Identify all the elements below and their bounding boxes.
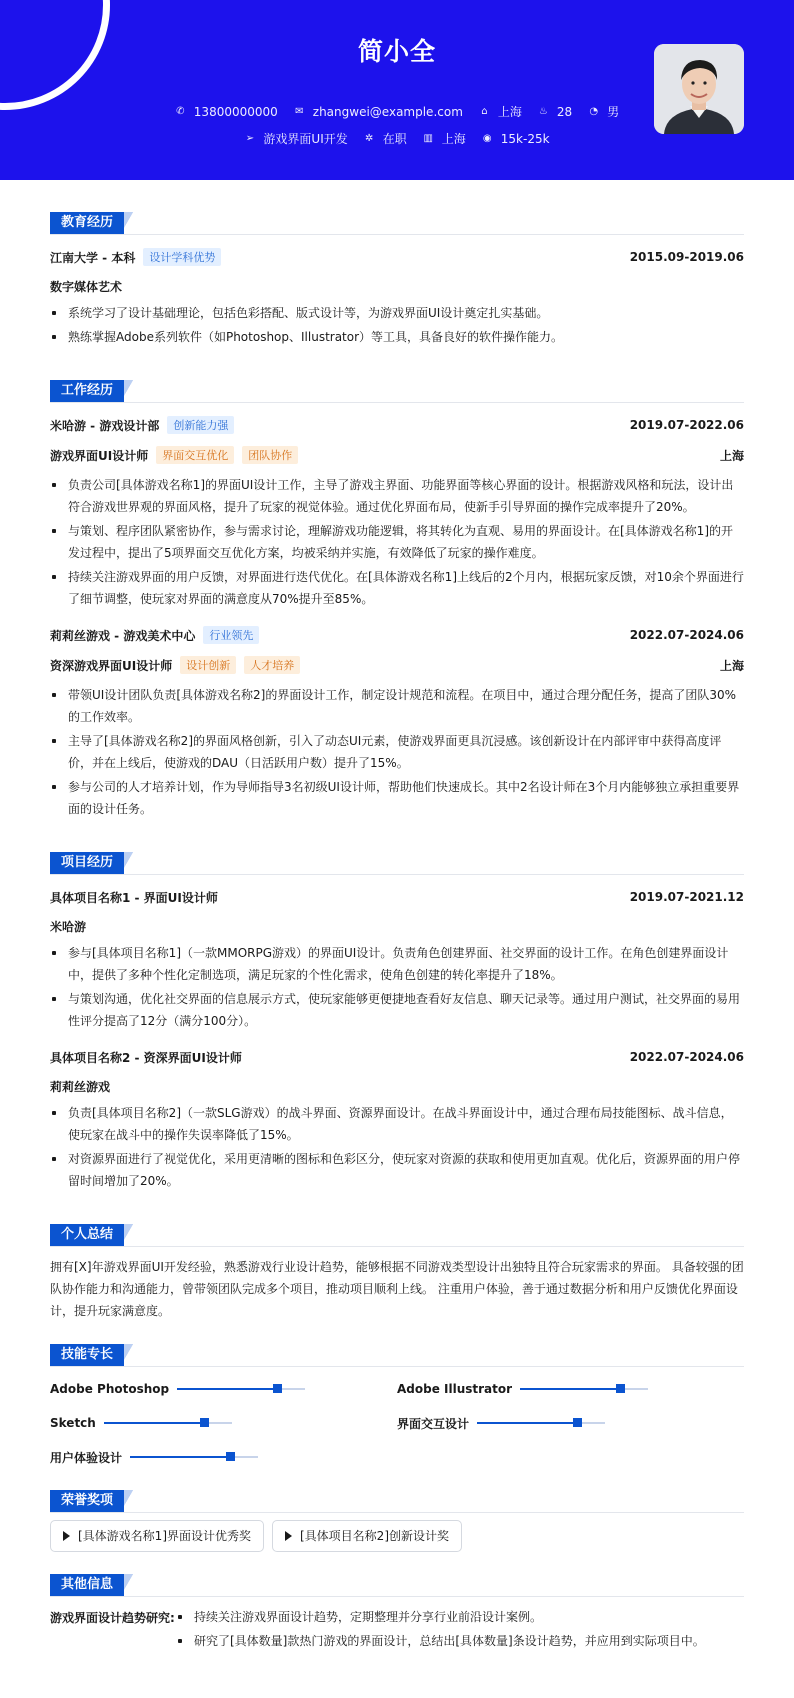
work-date: 2019.07-2022.06 xyxy=(629,418,744,432)
skill-name: Adobe Photoshop xyxy=(50,1382,170,1396)
list-item: 与策划、程序团队紧密协作，参与需求讨论，理解游戏功能逻辑，将其转化为直观、易用的界面设计。在[具体游戏名称1]的开发过程中，提出了5项界面交互优化方案，均被采纳并实施，有效降低了玩家的操作难度。 xyxy=(50,520,744,564)
skill-name: 界面交互设计 xyxy=(397,1416,470,1431)
skill-bar xyxy=(130,1456,258,1458)
role: 资深游戏界面UI设计师 xyxy=(50,658,173,673)
skill-name: 用户体验设计 xyxy=(50,1450,123,1465)
skill-item xyxy=(397,1406,744,1440)
mail-icon: ✉ xyxy=(295,106,304,117)
list-item: 参与公司的人才培养计划，作为导师指导3名初级UI设计师，帮助他们快速成长。其中2名设计师在3个月内能够独立承担重要界面的设计任务。 xyxy=(50,776,744,820)
education-header xyxy=(50,242,744,272)
company: 米哈游 - 游戏设计部 xyxy=(50,418,160,433)
section-skills xyxy=(50,1328,744,1362)
list-item: 主导了[具体游戏名称2]的界面风格创新，引入了动态UI元素，使游戏界面更具沉浸感。该创新设计在内部评审中获得高度评价，并在上线后，使游戏的DAU（日活跃用户数）提升了15%。 xyxy=(50,730,744,774)
role: 游戏界面UI设计师 xyxy=(50,448,149,463)
award-label: [具体游戏名称1]界面设计优秀奖 xyxy=(78,1529,251,1543)
award-label: [具体项目名称2]创新设计奖 xyxy=(300,1529,449,1543)
role-tag: 界面交互优化 xyxy=(156,446,234,464)
send-icon: ➢ xyxy=(245,133,255,144)
phone-icon: ✆ xyxy=(176,106,185,117)
role-tag: 人才培养 xyxy=(244,656,300,674)
salary: 15k-25k xyxy=(500,131,550,146)
section-title: 项目经历 xyxy=(50,852,124,874)
work-entry xyxy=(50,410,744,610)
status-icon: ✲ xyxy=(365,133,374,144)
header xyxy=(0,0,794,180)
phone: 13800000000 xyxy=(193,104,278,119)
building-icon: ▥ xyxy=(423,133,433,144)
awards-list xyxy=(50,1520,744,1552)
list-item: 参与[具体项目名称1]（一款MMORPG游戏）的界面UI设计。负责角色创建界面、社交界面的设计工作。在角色创建界面设计中，提供了多种个性化定制选项，满足玩家的个性化需求，使角色创建的转化率提升了18%。 xyxy=(50,942,744,986)
email: zhangwei@example.com xyxy=(312,104,463,119)
section-awards xyxy=(50,1474,744,1508)
section-title: 其他信息 xyxy=(50,1574,124,1596)
summary-text: 拥有[X]年游戏界面UI开发经验，熟悉游戏行业设计趋势，能够根据不同游戏类型设计出独特且符合玩家需求的界面。 具备较强的团队协作能力和沟通能力，曾带领团队完成多个项目，推动项目顺利上线。 注重用户体验，善于通过数据分析和用户反馈优化界面设计，提升玩家满意度。 xyxy=(50,1260,744,1318)
skill-bar xyxy=(477,1422,605,1424)
section-title: 教育经历 xyxy=(50,212,124,234)
skill-bar xyxy=(177,1388,305,1390)
skill-item xyxy=(50,1372,397,1406)
work-entry xyxy=(50,620,744,820)
company: 莉莉丝游戏 - 游戏美术中心 xyxy=(50,628,196,643)
role-tag: 设计创新 xyxy=(180,656,236,674)
work-city: 上海 xyxy=(719,448,744,463)
skill-item xyxy=(397,1372,744,1406)
school-badge: 设计学科优势 xyxy=(143,248,221,266)
job-status: 在职 xyxy=(382,132,407,146)
education-list xyxy=(50,302,744,348)
skill-item xyxy=(50,1406,397,1440)
award-chip[interactable] xyxy=(272,1520,462,1552)
section-title: 工作经历 xyxy=(50,380,124,402)
section-projects xyxy=(50,836,744,870)
city: 上海 xyxy=(497,105,522,119)
other-key: 游戏界面设计趋势研究: xyxy=(50,1611,175,1625)
list-item: 带领UI设计团队负责[具体游戏名称2]的界面设计工作，制定设计规范和流程。在项目中，通过合理分配任务，提高了团队30%的工作效率。 xyxy=(50,684,744,728)
skill-name: Sketch xyxy=(50,1416,96,1430)
project-title: 具体项目名称2 - 资深界面UI设计师 xyxy=(50,1050,242,1065)
education-date: 2015.09-2019.06 xyxy=(629,250,744,264)
target-city: 上海 xyxy=(441,132,466,146)
section-title: 荣誉奖项 xyxy=(50,1490,124,1512)
major: 数字媒体艺术 xyxy=(50,280,123,294)
project-org: 米哈游 xyxy=(50,920,87,934)
skill-name: Adobe Illustrator xyxy=(397,1382,513,1396)
section-summary xyxy=(50,1208,744,1242)
play-icon xyxy=(285,1531,292,1541)
gender: 男 xyxy=(607,105,620,119)
work-date: 2022.07-2024.06 xyxy=(629,628,744,642)
company-badge: 行业领先 xyxy=(203,626,259,644)
list-item: 系统学习了设计基础理论，包括色彩搭配、版式设计等，为游戏界面UI设计奠定扎实基础。 xyxy=(50,302,744,324)
skill-bar xyxy=(104,1422,232,1424)
resume-body xyxy=(50,180,744,1654)
salary-icon: ◉ xyxy=(482,133,492,144)
project-title: 具体项目名称1 - 界面UI设计师 xyxy=(50,890,218,905)
skill-item xyxy=(50,1440,397,1474)
avatar-photo xyxy=(654,44,744,134)
role-tag: 团队协作 xyxy=(242,446,298,464)
job-intent: 游戏界面UI开发 xyxy=(263,132,348,146)
section-title: 技能专长 xyxy=(50,1344,124,1366)
list-item: 研究了[具体数量]款热门游戏的界面设计，总结出[具体数量]条设计趋势，并应用到实际项目中。 xyxy=(176,1630,744,1652)
work-city: 上海 xyxy=(719,658,744,673)
project-date: 2022.07-2024.06 xyxy=(629,1050,744,1064)
project-org: 莉莉丝游戏 xyxy=(50,1080,111,1094)
list-item: 熟练掌握Adobe系列软件（如Photoshop、Illustrator）等工具，具备良好的软件操作能力。 xyxy=(50,326,744,348)
section-education xyxy=(50,196,744,230)
age: 28 xyxy=(556,104,573,119)
candidate-name: 简小全 xyxy=(357,37,436,66)
skills-grid xyxy=(50,1372,744,1474)
list-item: 负责公司[具体游戏名称1]的界面UI设计工作，主导了游戏主界面、功能界面等核心界面的设计。根据游戏风格和玩法，设计出符合游戏世界观的界面风格，提升了玩家的视觉体验。通过优化界面布局，使新手引导界面的操作完成率提升了20%。 xyxy=(50,474,744,518)
list-item: 负责[具体项目名称2]（一款SLG游戏）的战斗界面、资源界面设计。在战斗界面设计中，通过合理布局技能图标、战斗信息，使玩家在战斗中的操作失误率降低了15%。 xyxy=(50,1102,744,1146)
section-work xyxy=(50,364,744,398)
company-badge: 创新能力强 xyxy=(167,416,234,434)
project-entry xyxy=(50,1042,744,1192)
list-item: 对资源界面进行了视觉优化，采用更清晰的图标和色彩区分，使玩家对资源的获取和使用更加直观。优化后，资源界面的用户停留时间增加了20%。 xyxy=(50,1148,744,1192)
project-entry xyxy=(50,882,744,1032)
list-item: 持续关注游戏界面设计趋势，定期整理并分享行业前沿设计案例。 xyxy=(176,1606,744,1628)
avatar xyxy=(654,44,744,134)
award-chip[interactable] xyxy=(50,1520,264,1552)
section-other xyxy=(50,1558,744,1592)
cake-icon: ♨ xyxy=(538,106,548,117)
skill-bar xyxy=(520,1388,648,1390)
other-info xyxy=(50,1606,744,1654)
gender-icon: ◔ xyxy=(589,106,599,117)
home-icon: ⌂ xyxy=(481,106,488,117)
school: 江南大学 - 本科 xyxy=(50,250,136,265)
section-title: 个人总结 xyxy=(50,1224,124,1246)
list-item: 与策划沟通，优化社交界面的信息展示方式，使玩家能够更便捷地查看好友信息、聊天记录等。通过用户测试，社交界面的易用性评分提高了12分（满分100分）。 xyxy=(50,988,744,1032)
play-icon xyxy=(63,1531,70,1541)
project-date: 2019.07-2021.12 xyxy=(629,890,744,904)
list-item: 持续关注游戏界面的用户反馈，对界面进行迭代优化。在[具体游戏名称1]上线后的2个月内，根据玩家反馈，对10余个界面进行了细节调整，使玩家对界面的满意度从70%提升至85%。 xyxy=(50,566,744,610)
